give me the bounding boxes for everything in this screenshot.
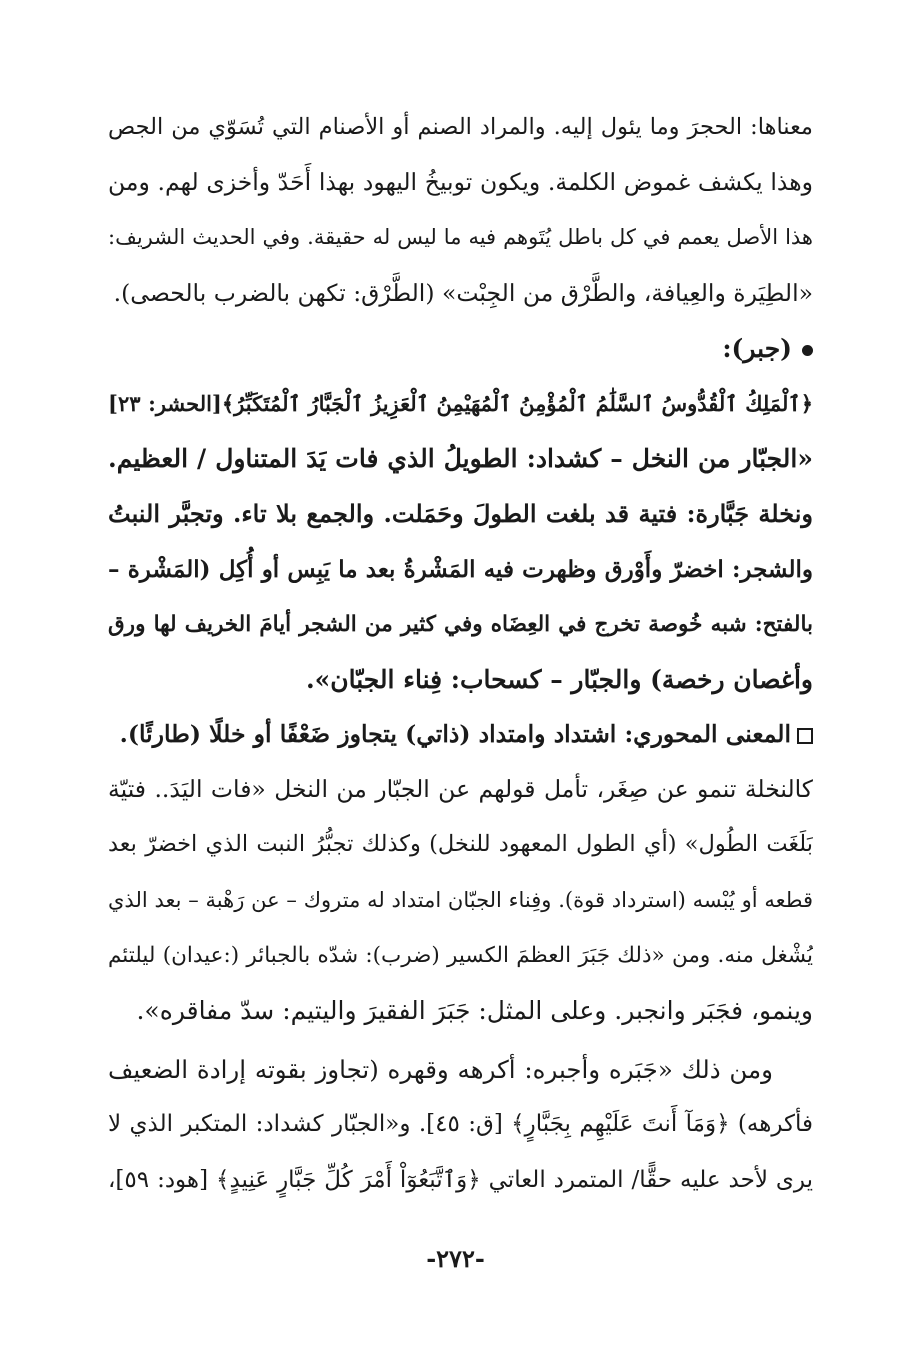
explanation-line: وينمو، فجَبَر وانجبر. وعلى المثل: جَبَرَ الفقيرَ واليتيم: سدّ مفاقره». [136, 996, 813, 1025]
explanation-line: بَلَغَت الطُول» (أي الطول المعهود للنخل) وكذلك تجبُّرُ النبت الذي اخضرّ بعد [108, 831, 813, 858]
paragraph-line: يرى لأحد عليه حقًّا/ المتمرد العاتي ﴿وَٱتَّبَعُوٓاْ أَمْرَ كُلِّ جَبَّارٍ عَنِيدٍ﴾ [هود: ٥٩]، [108, 1166, 813, 1193]
explanation-line: يُشْغل منه. ومن «ذلك جَبَرَ العظمَ الكسير (ضرب): شدّه بالجبائر (:عيدان) ليلتئم [108, 942, 813, 968]
page-number: -٢٧٢- [426, 1244, 485, 1273]
root-heading-text: (جبر): [722, 333, 792, 363]
core-meaning-text: المعنى المحوري: اشتداد وامتداد (ذاتي) يتجاوز ضَعْفًا أو خللًا (طارئًا). [119, 720, 791, 749]
definition-line: بالفتح: شبه خُوصة تخرج في العِضَاه وفي كثير من الشجر أيامَ الخريف لها ورق [108, 611, 813, 637]
definition-line: والشجر: اخضرّ وأَوْرق وظهرت فيه المَشْرةُ بعد ما يَبِس أو أُكِل (المَشْرة – [108, 555, 813, 583]
text-line: معناها: الحجرَ وما يئول إليه. والمراد الصنم أو الأصنام التي تُسَوّي من الجص [108, 114, 813, 140]
text-line: هذا الأصل يعمم في كل باطل يُتَوهم فيه ما ليس له حقيقة. وفي الحديث الشريف: [108, 225, 813, 250]
explanation-line: كالنخلة تنمو عن صِغَر، تأمل قولهم عن الجبّار من النخل «فات اليَدَ.. فتيّة [108, 775, 813, 804]
core-meaning [108, 707, 813, 762]
paragraph-line: فأكرهه) ﴿وَمَآ أَنتَ عَلَيْهِم بِجَبَّارٍ﴾ [ق: ٤٥]. و«الجبّار كشداد: المتكبر الذي لا [108, 1111, 813, 1138]
root-heading [108, 321, 813, 376]
explanation-line: قطعه أو يُبْسه (استرداد قوة). وفِناء الجبّان امتداد له متروك – عن رَهْبة – بعد الذي [108, 887, 813, 912]
definition-line: «الجبّار من النخل – كشداد: الطويلُ الذي فات يَدَ المتناول / العظيم. [108, 444, 813, 474]
paragraph-line: ومن ذلك «جَبَره وأجبره: أكرهه وقهره (تجاوز بقوته إرادة الضعيف [108, 1055, 773, 1085]
definition-line: وأغصان رخصة) والجبّار – كسحاب: فِناء الجبّان». [305, 664, 813, 694]
text-line: وهذا يكشف غموض الكلمة. ويكون توبيخُ اليهود بهذا أَحَدّ وأخزى لهم. ومن [108, 168, 813, 197]
text-line: «الطِيَرة والعِيافة، والطَّرْق من الجِبْت» (الطَّرْق: تكهن بالضرب بالحصى). [113, 278, 813, 307]
square-box-icon [797, 728, 813, 744]
definition-line: ونخلة جَبَّارة: فتية قد بلغت الطولَ وحَمَلت. والجمع بلا تاء. وتجبَّر النبتُ [108, 499, 813, 529]
bullet-icon [802, 345, 813, 356]
quran-verse: ﴿ٱلْمَلِكُ ٱلْقُدُّوسُ ٱلسَّلَٰمُ ٱلْمُؤْمِنُ ٱلْمُهَيْمِنُ ٱلْعَزِيزُ ٱلْجَبَّارُ ٱلْمُتَكَبِّرُ﴾[الحشر: ٢٣] [108, 390, 813, 416]
page-body [108, 100, 813, 1208]
